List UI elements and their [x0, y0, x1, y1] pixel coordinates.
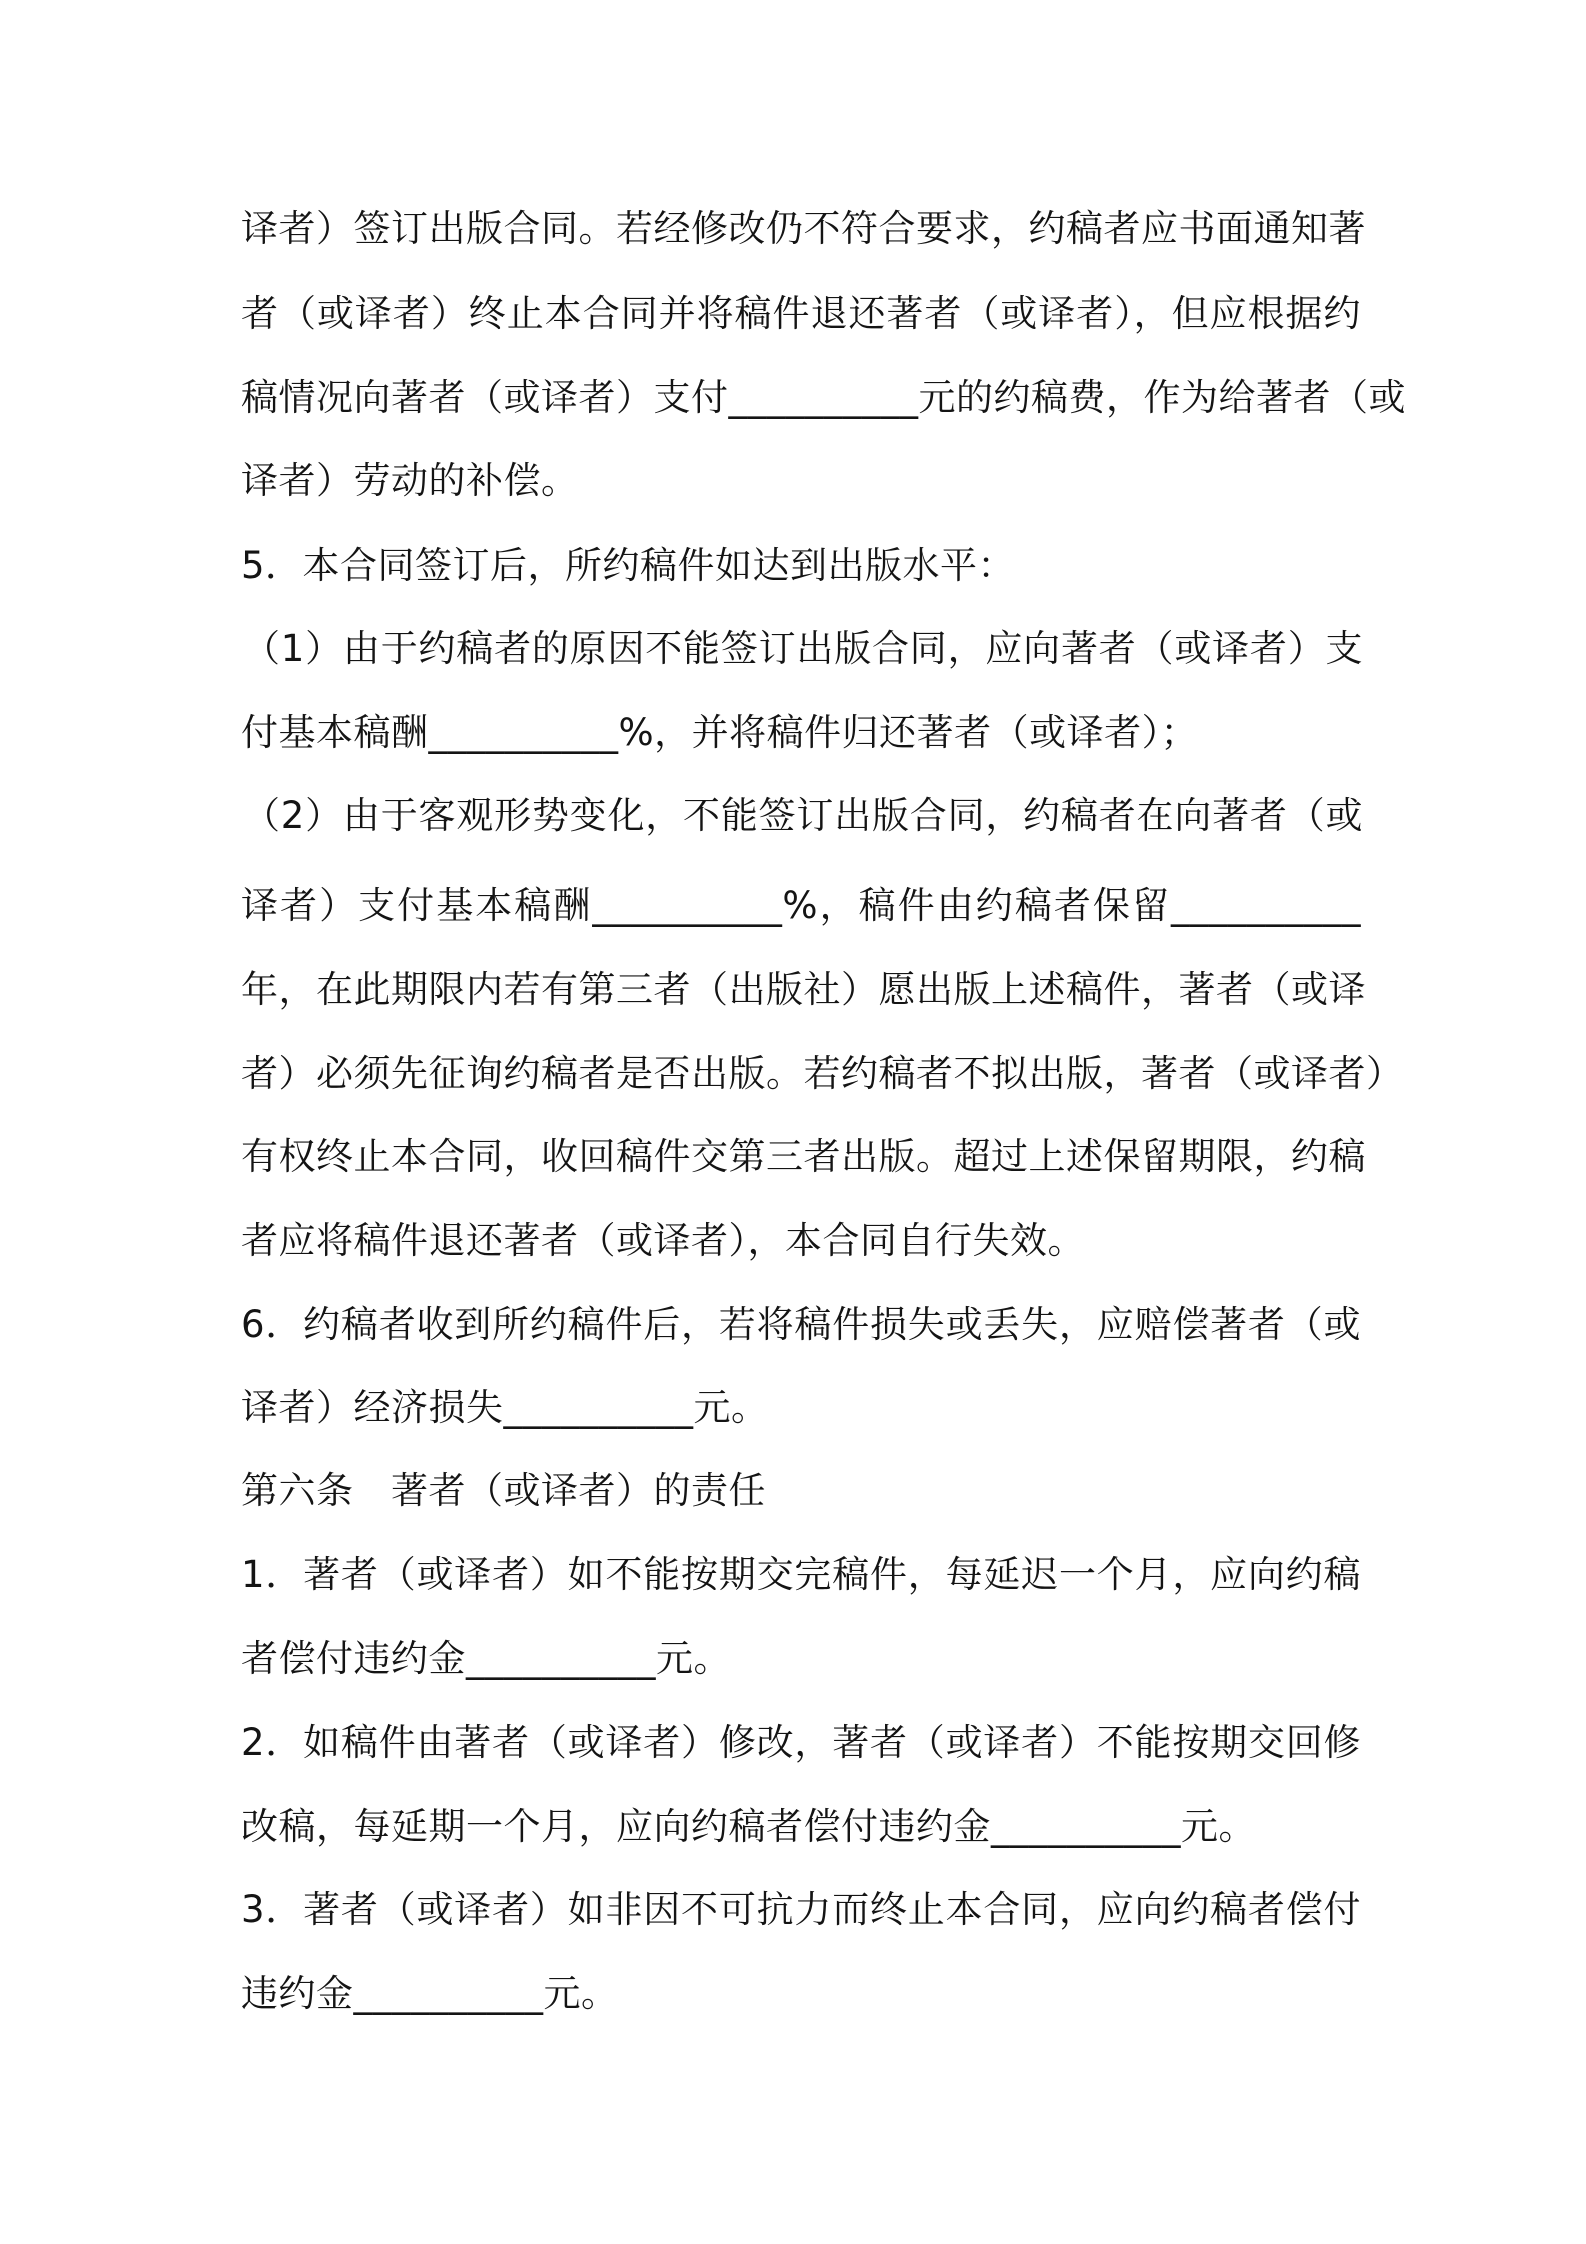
text-line: 译者）签订出版合同。若经修改仍不符合要求，约稿者应书面通知著 — [241, 207, 1366, 250]
text-line: 译者）经济损失__________元。 — [241, 1386, 769, 1429]
text-line: （1）由于约稿者的原因不能签订出版合同，应向著者（或译者）支 — [243, 627, 1363, 670]
text-line: 者应将稿件退还著者（或译者），本合同自行失效。 — [241, 1219, 1085, 1262]
text-line: 5．本合同签订后，所约稿件如达到出版水平： — [241, 544, 1016, 587]
text-line: 6．约稿者收到所约稿件后，若将稿件损失或丢失，应赔偿著者（或 — [241, 1303, 1361, 1346]
text-line: 译者）劳动的补偿。 — [241, 459, 579, 502]
text-line: 有权终止本合同，收回稿件交第三者出版。超过上述保留期限，约稿 — [241, 1135, 1366, 1178]
text-line: 者）必须先征询约稿者是否出版。若约稿者不拟出版，著者（或译者） — [241, 1052, 1404, 1095]
text-line: 违约金__________元。 — [241, 1972, 619, 2015]
text-line: 稿情况向著者（或译者）支付__________元的约稿费，作为给著者（或 — [241, 376, 1406, 419]
text-line: 3．著者（或译者）如非因不可抗力而终止本合同，应向约稿者偿付 — [241, 1888, 1361, 1931]
text-line: 者（或译者）终止本合同并将稿件退还著者（或译者），但应根据约 — [241, 292, 1361, 335]
text-line: 译者）支付基本稿酬__________%，稿件由约稿者保留__________ — [241, 884, 1361, 927]
text-line: （2）由于客观形势变化，不能签订出版合同，约稿者在向著者（或 — [243, 794, 1363, 837]
section-heading: 第六条 著者（或译者）的责任 — [241, 1469, 766, 1512]
text-line: 1．著者（或译者）如不能按期交完稿件，每延迟一个月，应向约稿 — [241, 1553, 1361, 1596]
text-line: 者偿付违约金__________元。 — [241, 1637, 731, 1680]
text-line: 2．如稿件由著者（或译者）修改，著者（或译者）不能按期交回修 — [241, 1721, 1361, 1764]
text-line: 付基本稿酬__________%，并将稿件归还著者（或译者）； — [241, 711, 1199, 754]
text-line: 年，在此期限内若有第三者（出版社）愿出版上述稿件，著者（或译 — [241, 968, 1366, 1011]
text-line: 改稿，每延期一个月，应向约稿者偿付违约金__________元。 — [241, 1805, 1256, 1848]
